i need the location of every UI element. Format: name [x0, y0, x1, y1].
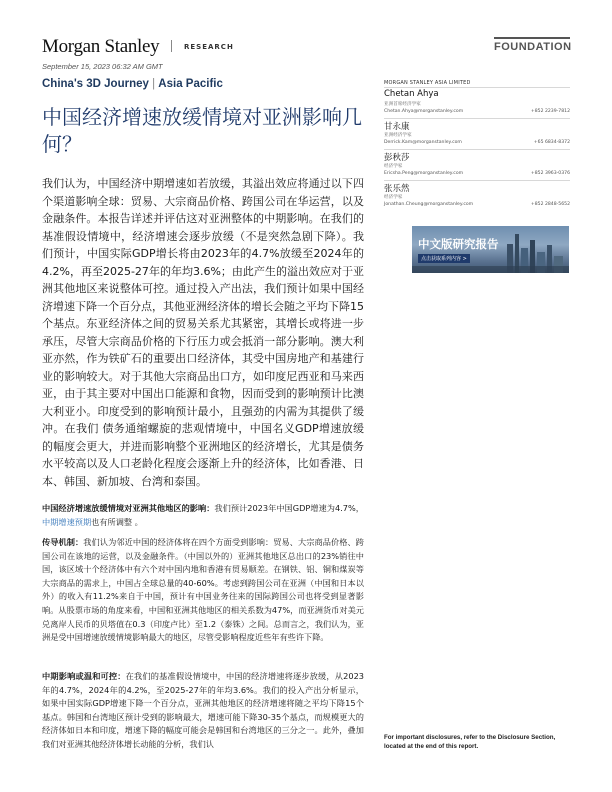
midterm-heading: 中期影响或温和可控： — [42, 671, 126, 681]
series-name[interactable]: China's 3D Journey — [42, 78, 149, 90]
chinese-report-banner[interactable] — [412, 226, 569, 273]
brand-logo: Morgan Stanley — [42, 36, 160, 57]
sidebar-rule — [384, 180, 570, 181]
sidebar-org: MORGAN STANLEY ASIA LIMITED — [384, 80, 471, 86]
division-label: RESEARCH — [184, 43, 234, 51]
page-title: 中国经济增速放缓情境对亚洲影响几何？ — [42, 105, 362, 156]
analyst-phone: +852 2848-5652 — [530, 202, 570, 207]
transmission-paragraph — [42, 536, 364, 645]
analyst-role: 亚洲经济学家 — [384, 133, 412, 138]
foundation-tag: FOUNDATION — [494, 41, 572, 53]
foundation-rule — [494, 37, 570, 39]
analyst-role: 亚洲首席经济学家 — [384, 102, 421, 107]
impact-text-2: 也有所调整 。 — [91, 516, 143, 527]
impact-heading: 中国经济增速放缓情境对亚洲其他地区的影响： — [42, 503, 215, 513]
analyst-email[interactable]: Chetan.Ahya@morganstanley.com — [384, 109, 464, 114]
analyst-phone: +852 2239-7812 — [530, 109, 570, 114]
analyst-phone: +65 6834-8372 — [533, 140, 570, 145]
analyst-name: 甘永康 — [384, 122, 410, 132]
publish-date: September 15, 2023 06:32 AM GMT — [42, 62, 163, 71]
analyst-role: 经济学家 — [384, 195, 403, 200]
analyst-phone: +852 3963-0376 — [530, 171, 570, 176]
banner-link[interactable]: 点击获取系列内容 > — [418, 254, 470, 263]
analyst-role: 经济学家 — [384, 164, 403, 169]
header-divider — [171, 40, 172, 52]
analyst-email[interactable]: Jonathan.Cheung@morganstanley.com — [384, 202, 474, 207]
midterm-paragraph — [42, 670, 364, 752]
sidebar-rule — [384, 87, 570, 88]
series-line: China's 3D Journey | Asia Pacific — [42, 78, 223, 90]
sidebar-rule — [384, 118, 570, 119]
impact-text-1: 我们预计2023年中国GDP增速为4.7%， — [214, 503, 364, 513]
analyst-email[interactable]: Derrick.Kam@morganstanley.com — [384, 140, 462, 145]
forecast-link[interactable]: 中期增速预期 — [42, 516, 92, 527]
analyst-name: Chetan Ahya — [384, 89, 439, 99]
analyst-name: 张乐然 — [384, 184, 410, 194]
disclosure-note: For important disclosures, refer to the Disclosure Section, located at the end of this report. — [384, 734, 556, 750]
transmission-heading: 传导机制： — [42, 537, 84, 547]
banner-title: 中文版研究报告 — [418, 237, 499, 251]
impact-paragraph — [42, 502, 364, 529]
region-name[interactable]: Asia Pacific — [158, 78, 223, 90]
analyst-email[interactable]: Ericsha.Peng@morganstanley.com — [384, 171, 464, 176]
transmission-text: 我们认为邻近中国的经济体将在四个方面受到影响：贸易、大宗商品价格、跨国公司在该地的运营，以及金融条件。（中国以外的）亚洲其他地区总出口的23%销往中国，该区域十个经济体中有六个对中国内地和香港有贸易顺差。在钢铁、铝、铜和煤炭等大宗商品的需求上，中国占全球总量的40-60%。考虑到跨国公司在亚洲（中国和日本以外）的收入有11.2%来自于中国，预计有中国业务往来的国际跨国公司也将受到显著影响。从股票市场的角度来看，中国和亚洲其他地区的相关系数为47%，而亚洲货币对美元兑离岸人民币的贝塔值在0.3（印度卢比）至1.2（泰铢）之间。总而言之，我们认为，亚洲是受中国增速放缓情境影响最大的地区，尽管受影响程度近些年有些许下降。 — [42, 537, 364, 643]
summary-paragraph: 我们认为，中国经济中期增速如若放缓，其溢出效应将通过以下四个渠道影响全球：贸易、大宗商品价格、跨国公司在华运营，以及金融条件。本报告详述并评估这对亚洲整体的中期影响。在我们的基准假设情境中，经济增速会逐步放缓（不是突然急剧下降）。我们预计，中国实际GDP增长将由2023年的4.7%放缓至2024年的4.2%，再至2025-27年的年均3.6%；由此产生的溢出效应对于亚洲其他地区来说整体可控。通过投入产出法，我们预计如果中国经济增速下降一个百分点，其他亚洲经济体的增长会随之平均下降15个基点。东亚经济体之间的贸易关系尤其紧密，其增长或将进一步承压，尽管大宗商品价格的下行压力或会抵消一部分影响。澳大利亚亦然，作为铁矿石的重要出口经济体，其受中国房地产和基建行业的影响较大。对于其他大宗商品出口方，如印度尼西亚和马来西亚，由于其主要对中国出口能源和食物，因而受到的影响预计比澳大利亚小。印度受到的影响预计最小，且强劲的内需为其提供了缓冲。在我们 债务通缩螺旋的悲观情境中，中国名义GDP增速放缓的幅度会更大，并进而影响整个亚洲地区的经济增长，尤其是债务水平较高以及人口老龄化程度会逐渐上升的经济体，比如香港、日本、韩国、新加坡、台湾和泰国。 — [42, 177, 364, 488]
midterm-text: 在我们的基准假设情境中，中国的经济增速将逐步放缓，从2023年的4.7%，2024年的4.2%，至2025-27年的年均3.6%。我们的投入产出分析显示，如果中国实际GDP增速下降一个百分点，亚洲其他地区的经济增速将随之平均下降15个基点。韩国和台湾地区预计受到的影响最大，增速可能下降30-35个基点，而规模更大的经济体如日本和印度，增速下降的幅度可能会是韩国和台湾地区的三分之一。此外，叠加我们对亚洲其他经济体增长动能的分析，我们认 — [42, 671, 364, 749]
sidebar-rule — [384, 149, 570, 150]
analyst-name: 彭秋莎 — [384, 153, 410, 163]
